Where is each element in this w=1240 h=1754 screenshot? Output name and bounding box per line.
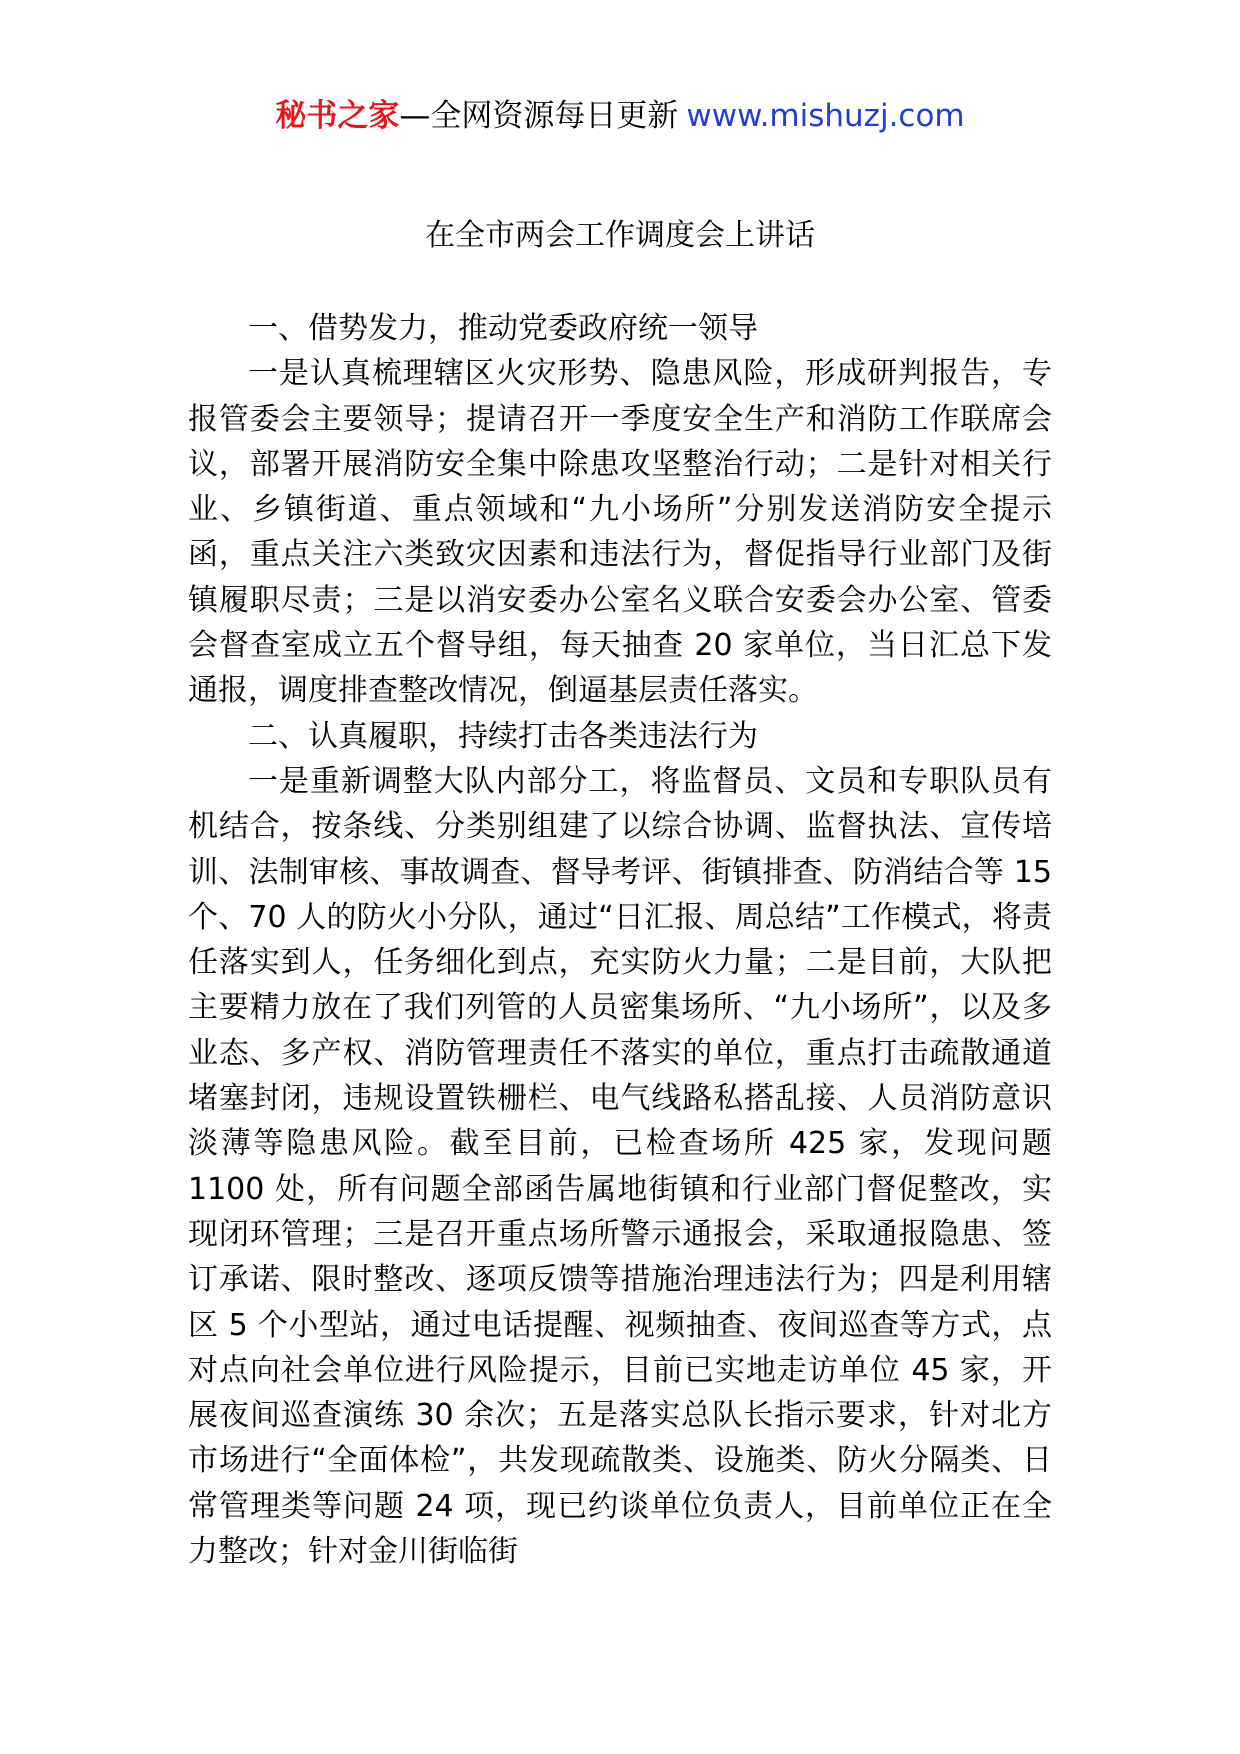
- site-tagline: —全网资源每日更新: [399, 98, 679, 134]
- document-title: 在全市两会工作调度会上讲话: [425, 218, 815, 253]
- site-url-link[interactable]: www.mishuzj.com: [686, 98, 965, 134]
- document-body: [188, 306, 1052, 1574]
- paragraph-1: 一是认真梳理辖区火灾形势、隐患风险，形成研判报告，专报管委会主要领导；提请召开一季度安全生产和消防工作联席会议，部署开展消防安全集中除患攻坚整治行动；二是针对相关行业、乡镇街道、重点领域和“九小场所”分别发送消防安全提示函，重点关注六类致灾因素和违法行为，督促指导行业部门及街镇履职尽责；三是以消安委办公室名义联合安委会办公室、管委会督查室成立五个督导组，每天抽查 20 家单位，当日汇总下发通报，调度排查整改情况，倒逼基层责任落实。: [188, 356, 1052, 709]
- site-header: [0, 96, 1240, 136]
- section-heading-1: 一、借势发力，推动党委政府统一领导: [248, 311, 758, 346]
- brand-name: 秘书之家: [275, 98, 400, 134]
- paragraph-2: 一是重新调整大队内部分工，将监督员、文员和专职队员有机结合，按条线、分类别组建了以综合协调、监督执法、宣传培训、法制审核、事故调查、督导考评、街镇排查、防消结合等 15 个、70 人的防火小分队，通过“日汇报、周总结”工作模式，将责任落实到人，任务细化到点，充实防火力量；二是目前，大队把主要精力放在了我们列管的人员密集场所、“九小场所”，以及多业态、多产权、消防管理责任不落实的单位，重点打击疏散通道堵塞封闭，违规设置铁栅栏、电气线路私搭乱接、人员消防意识淡薄等隐患风险。截至目前，已检查场所 425 家，发现问题 1100 处，所有问题全部函告属地街镇和行业部门督促整改，实现闭环管理；三是召开重点场所警示通报会，采取通报隐患、签订承诺、限时整改、逐项反馈等措施治理违法行为；四是利用辖区 5 个小型站，通过电话提醒、视频抽查、夜间巡查等方式，点对点向社会单位进行风险提示，目前已实地走访单位 45 家，开展夜间巡查演练 30 余次；五是落实总队长指示要求，针对北方市场进行“全面体检”，共发现疏散类、设施类、防火分隔类、日常管理类等问题 24 项，现已约谈单位负责人，目前单位正在全力整改；针对金川街临街: [188, 763, 1052, 1570]
- section-heading-2: 二、认真履职，持续打击各类违法行为: [248, 718, 758, 754]
